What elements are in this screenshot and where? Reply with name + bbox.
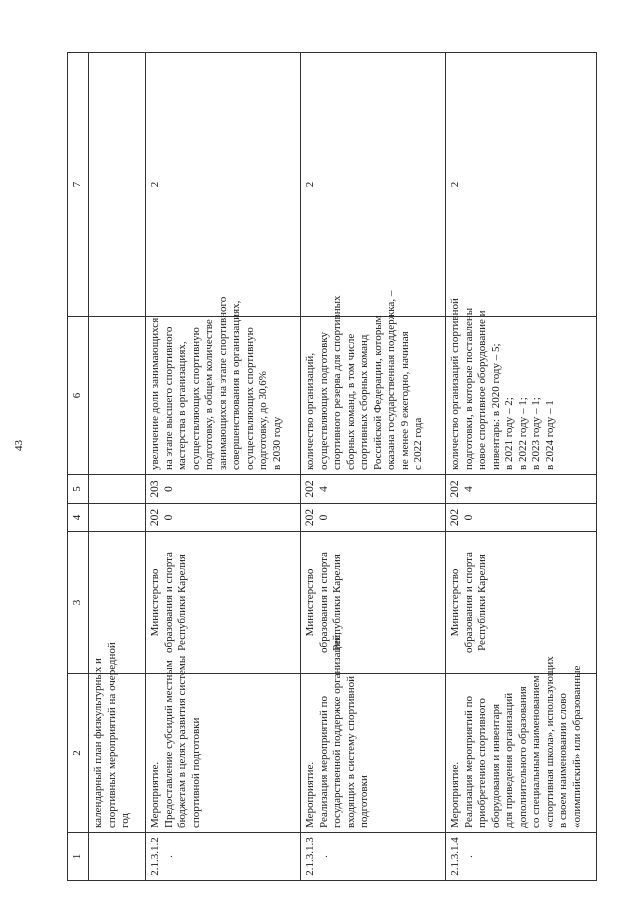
text-line: образования и спорта [317,552,330,653]
text-line: Мероприятие. [304,761,316,828]
text-line: приобретению спортивного [476,698,488,828]
text-line: подготовку, до 30,6% [257,371,269,470]
activity-cell [446,656,597,833]
text-line: в 2022 году – 1; [516,397,529,470]
continuation-text [89,642,146,833]
row-number: 2.1.3.1.3. [301,833,446,881]
page-number: 43 [13,440,25,451]
empty-cell [89,475,146,504]
text-line: Предоставление субсидий местным [162,660,175,828]
empty-cell [89,317,146,475]
text-line: с 2022 года [412,417,424,470]
text-line: не менее 9 ежегодно, начиная [398,331,411,470]
table-row [301,53,446,881]
text-line: Мероприятие. [449,761,461,828]
text-line: увеличение доли занимающихся [149,317,161,470]
header-cell: 2 [68,674,89,833]
text-line: «спортивная школа», использующих [543,656,556,828]
header-cell: 3 [68,532,89,674]
text-line: в 2030 году [270,416,283,470]
empty-cell [89,833,146,881]
end-year: 2030 [146,475,301,504]
text-line: Министерство [149,568,161,637]
program-activities-table [67,52,597,881]
row-number: 2.1.3.1.4. [446,833,597,881]
text-line: в своем наименовании слово [557,693,569,828]
table-row [146,53,301,881]
text-line: Республики Карелия [331,554,343,651]
text-line: Министерство [449,568,461,637]
text-line: Реализация мероприятий по [317,695,330,828]
header-cell: 5 [68,475,89,504]
continuation-row [89,53,146,881]
text-line: «олимпийский» или образованные [570,665,583,828]
text-line: оборудования и инвентаря [489,703,502,828]
text-line: оказана государственная поддержка, – [385,290,397,470]
text-line: календарный план физкультурных и [92,658,104,828]
header-cell: 7 [68,53,89,317]
rotated-table-sheet [67,53,597,881]
text-line: осуществляющих спортивную [189,327,202,470]
text-line: для приведения организаций [503,692,515,828]
indicator-cell [146,296,301,475]
text-line: Мероприятие. [149,761,161,828]
text-line: образования и спорта [162,552,175,653]
text-line: подготовку, в общем количестве [203,319,215,470]
indicator-cell [301,290,446,475]
text-line: Республики Карелия [176,554,188,651]
text-line: Республики Карелия [476,554,488,651]
text-line: совершенствования в организациях, [230,300,242,470]
text-line: подготовки [358,775,370,828]
text-line: бюджетам в целях развития системы [176,655,188,828]
text-line: в 2021 году – 2; [503,397,515,470]
text-line: подготовки, в которые поставлены [462,307,475,470]
text-line: со специальным наименованием [530,675,542,828]
text-line: новое спортивное оборудование и [476,310,488,470]
text-line: дополнительного образования [516,686,529,828]
indicator-code: 2 [146,53,301,317]
text-line: Российской Федерации, которым [371,315,384,470]
header-cell: 4 [68,504,89,532]
text-line: в 2023 году – 1; [530,397,542,470]
executor-cell [301,532,446,674]
text-line: мастерства в организациях, [176,341,188,470]
text-line: на этапе высшего спортивного [162,326,175,470]
empty-cell [89,504,146,532]
text-line: занимающихся на этапе спортивного [216,296,229,470]
text-line: образования и спорта [462,552,475,653]
text-line: спортивных сборных команд [358,334,370,470]
text-line: в 2024 году – 1 [543,400,556,470]
text-line: инвентарь: в 2020 году – 5; [489,343,502,470]
empty-cell [89,53,146,317]
indicator-cell [446,298,597,475]
header-row [68,53,89,881]
end-year: 2024 [301,475,446,504]
text-line: Реализация мероприятий по [462,695,475,828]
end-year: 2024 [446,475,597,504]
text-line: спортивной подготовки [189,717,202,828]
activity-cell [146,655,301,833]
start-year: 2020 [446,504,597,532]
text-line: спортивных мероприятий на очередной [105,642,118,828]
indicator-code: 2 [446,53,597,317]
header-cell: 1 [68,833,89,881]
text-line: Министерство [304,568,316,637]
executor-cell [446,532,597,674]
table-row [446,53,597,881]
text-line: осуществляющих подготовку [317,331,330,470]
text-line: сборных команд, в том числе [344,333,357,470]
text-line: спортивного резерва для спортивных [331,295,343,470]
text-line: входящих в систему спортивной [344,675,357,828]
text-line: осуществляющих спортивную [243,327,256,470]
activity-cell [301,632,446,833]
text-line: государственной поддержке организаций, [331,632,343,828]
text-line: количество организаций, [304,352,316,470]
text-line: год [119,812,131,828]
text-line: количество организаций спортивной [449,298,461,470]
row-number: 2.1.3.1.2. [146,833,301,881]
executor-cell [146,532,301,674]
header-cell: 6 [68,317,89,475]
start-year: 2020 [146,504,301,532]
indicator-code: 2 [301,53,446,317]
start-year: 2020 [301,504,446,532]
